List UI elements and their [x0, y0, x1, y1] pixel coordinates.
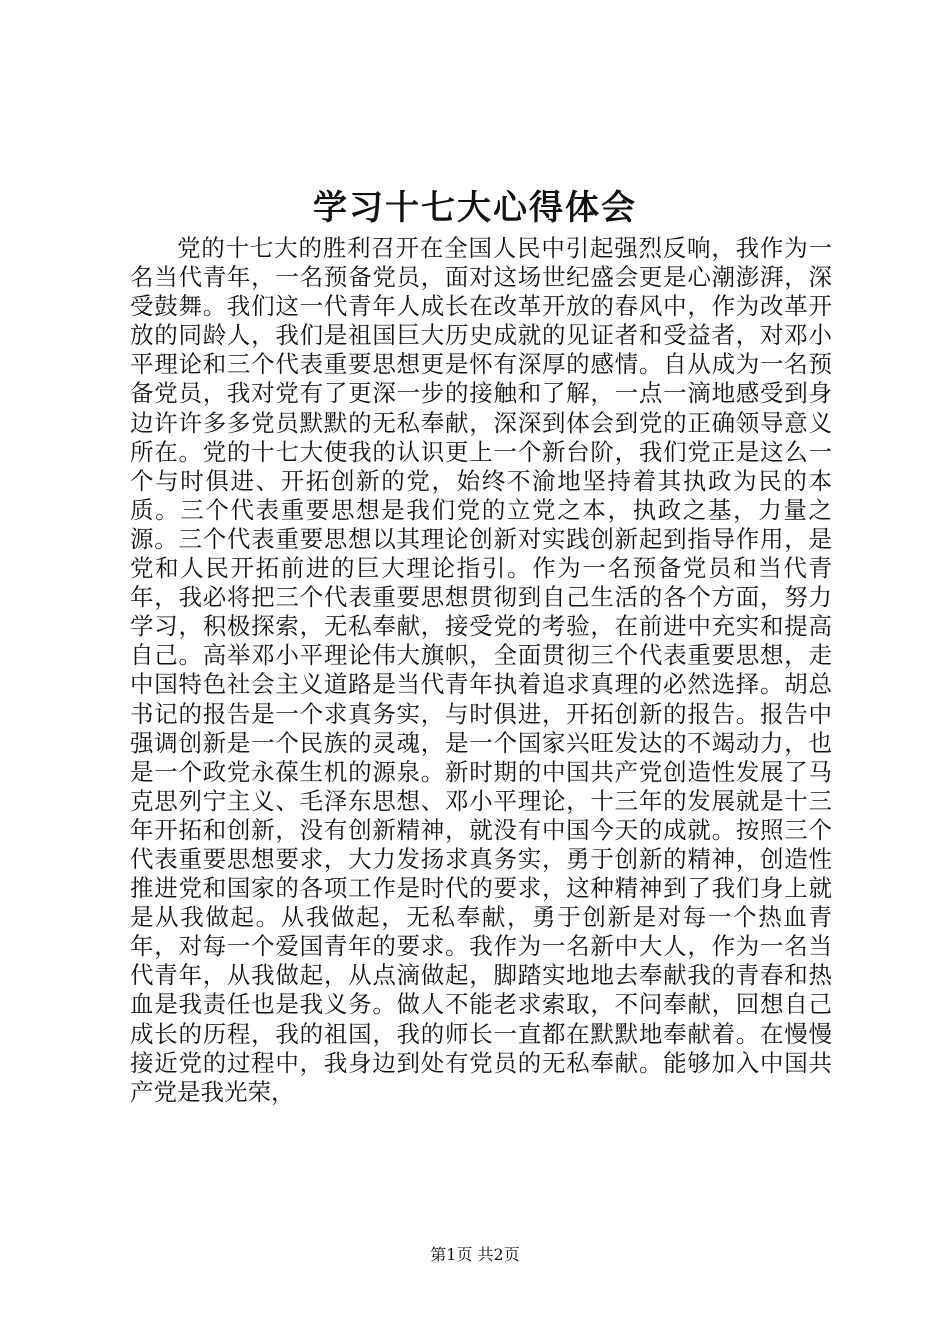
body-paragraph: 党的十七大的胜利召开在全国人民中引起强烈反响，我作为一名当代青年，一名预备党员，面对这场世纪盛会更是心潮澎湃，深受鼓舞。我们这一代青年人成长在改革开放的春风中，作为改革开放的同龄人，我们是祖国巨大历史成就的见证者和受益者，对邓小平理论和三个代表重要思想更是怀有深厚的感情。自从成为一名预备党员，我对党有了更深一步的接触和了解，一点一滴地感受到身边许许多多党员默默的无私奉献，深深到体会到党的正确领导意义所在。党的十七大使我的认识更上一个新台阶，我们党正是这么一个与时俱进、开拓创新的党，始终不渝地坚持着其执政为民的本质。三个代表重要思想是我们党的立党之本，执政之基，力量之源。三个代表重要思想以其理论创新对实践创新起到指导作用，是党和人民开拓前进的巨大理论指引。作为一名预备党员和当代青年，我必将把三个代表重要思想贯彻到自己生活的各个方面，努力学习，积极探索，无私奉献，接受党的考验，在前进中充实和提高自己。高举邓小平理论伟大旗帜，全面贯彻三个代表重要思想，走中国特色社会主义道路是当代青年执着追求真理的必然选择。胡总书记的报告是一个求真务实，与时俱进，开拓创新的报告。报告中强调创新是一个民族的灵魂，是一个国家兴旺发达的不竭动力，也是一个政党永葆生机的源泉。新时期的中国共产党创造性发展了马克思列宁主义、毛泽东思想、邓小平理论，十三年的发展就是十三年开拓和创新，没有创新精神，就没有中国今天的成就。按照三个代表重要思想要求，大力发扬求真务实，勇于创新的精神，创造性推进党和国家的各项工作是时代的要求，这种精神到了我们身上就是从我做起。从我做起，无私奉献，勇于创新是对每一个热血青年，对每一个爱国青年的要求。我作为一名新中大人，作为一名当代青年，从我做起，从点滴做起，脚踏实地地去奉献我的青春和热血是我责任也是我义务。做人不能老求索取，不问奉献，回想自己成长的历程，我的祖国，我的师长一直都在默默地奉献着。在慢慢接近党的过程中，我身边到处有党员的无私奉献。能够加入中国共产党是我光荣，: [130, 234, 832, 1106]
document-title: 学习十七大心得体会: [313, 188, 637, 228]
page-footer: 第1页 共2页: [430, 1245, 520, 1264]
